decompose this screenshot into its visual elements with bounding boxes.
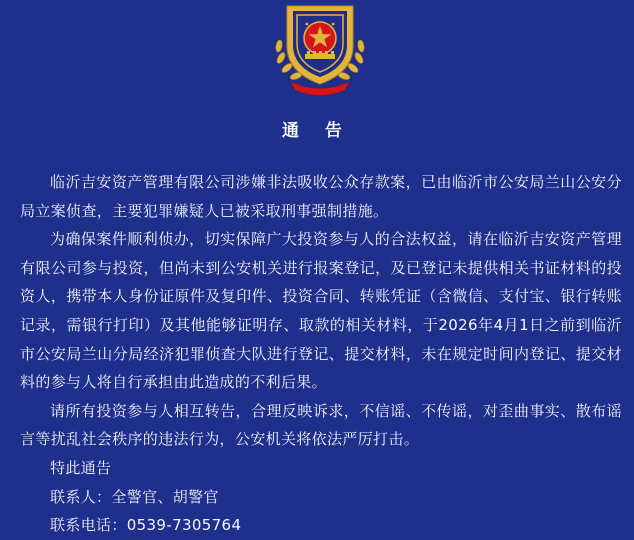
contact-persons: 联系人：全警官、胡警官 — [50, 487, 219, 506]
notice-title: 通 告 — [282, 121, 352, 141]
police-emblem-icon — [267, 0, 373, 95]
notice-paragraph: 临沂吉安资产管理有限公司涉嫌非法吸收公众存款案，已由临沂市公安局兰山公安分局立案侦查，主要犯罪嫌疑人已被采取刑事强制措施。 — [20, 173, 622, 220]
notice-closing: 特此通告 — [50, 458, 112, 477]
contact-phone: 联系电话：0539-7305764 — [50, 516, 242, 535]
notice-body — [20, 168, 622, 540]
notice-paragraph: 请所有投资参与人相互转告，合理反映诉求，不信谣、不传谣，对歪曲事实、散布谣言等扰乱社会秩序的违法行为，公安机关将依法严厉打击。 — [20, 401, 622, 449]
notice-paragraph: 为确保案件顺利侦办，切实保障广大投资参与人的合法权益，请在临沂吉安资产管理有限公司参与投资，但尚未到公安机关进行报案登记，及已登记未提供相关书证材料的投资人，携带本人身份证原件及复印件、投资合同、转账凭证（含微信、支付宝、银行转账记录，需银行打印）及其他能够证明存、取款的相关材料，于2026年4月1日之前到临沂市公安局兰山分局经济犯罪侦查大队进行登记、提交材料，未在规定时间内登记、提交材料的参与人将自行承担由此造成的不利后果。 — [20, 230, 622, 392]
